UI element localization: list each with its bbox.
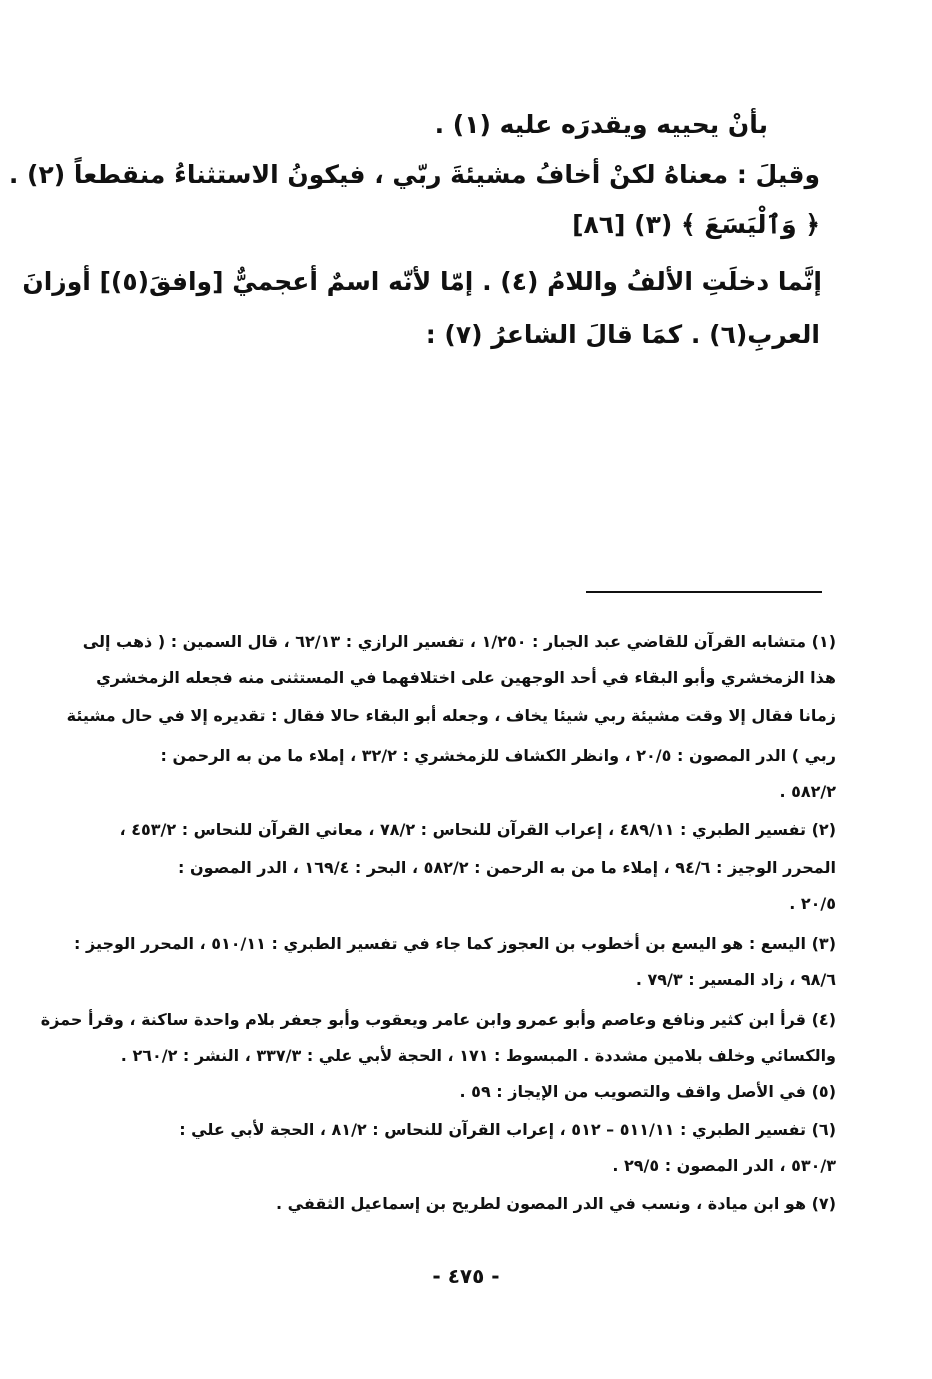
- main-text-line-5: العربِ(٦) . كمَا قالَ الشاعرُ (٧) :: [425, 320, 820, 349]
- footnote-4-line-2: والكسائي وخلف بلامين مشددة . المبسوط : ١٧١ ، الحجة لأبي علي : ٣٣٧/٣ ، النشر : ٢٦٠/٢ .: [120, 1046, 836, 1065]
- page-number: - ٤٧٥ -: [432, 1264, 500, 1288]
- footnote-2-line-2: المحرر الوجيز : ٩٤/٦ ، إملاء ما من به الرحمن : ٥٨٢/٢ ، البحر : ١٦٩/٤ ، الدر المصون :: [178, 858, 836, 877]
- footnote-3-line-1: (٣) اليسع : هو اليسع بن أخطوب بن العجوز كما جاء في تفسير الطبري : ٥١٠/١١ ، المحرر الوجيز :: [74, 934, 836, 953]
- footnote-2-line-1: (٢) تفسير الطبري : ٤٨٩/١١ ، إعراب القرآن للنحاس : ٧٨/٢ ، معاني القرآن للنحاس : ٤٥٣/٢ ،: [119, 820, 836, 839]
- footnote-6-line-1: (٦) تفسير الطبري : ٥١١/١١ – ٥١٢ ، إعراب القرآن للنحاس : ٨١/٢ ، الحجة لأبي علي :: [179, 1120, 836, 1139]
- footnote-2-line-3: ٢٠/٥ .: [789, 894, 836, 913]
- main-text-line-2: وقيلَ : معناهُ لكنْ أخافُ مشيئةَ ربّي ، فيكونُ الاستثناءُ منقطعاً (٢) .: [8, 160, 820, 189]
- footnote-1-line-5: ٥٨٢/٢ .: [779, 782, 836, 801]
- main-text-line-4: إنَّما دخلَتِ الألفُ واللامُ (٤) . إمّا لأنّه اسمٌ أعجميٌّ [وافقَ(٥)] أوزانَ: [22, 267, 822, 296]
- footnote-6-line-2: ٥٣٠/٣ ، الدر المصون : ٢٩/٥ .: [612, 1156, 836, 1175]
- footnote-1-line-2: هذا الزمخشري وأبو البقاء في أحد الوجهين على اختلافهما في المستثنى منه فجعله الزمخشري: [96, 668, 836, 687]
- footnote-1-line-3: زمانا فقال إلا وقت مشيئة ربي شيئا يخاف ، وجعله أبو البقاء حالا فقال : تقديره إلا في حال مشيئة: [66, 706, 836, 725]
- footnote-4-line-1: (٤) قرأ ابن كثير ونافع وعاصم وأبو عمرو وابن عامر ويعقوب وأبو جعفر بلام واحدة ساكنة ، وقرأ حمزة: [40, 1010, 836, 1029]
- footnote-5-line-1: (٥) في الأصل واقف والتصويب من الإيجاز : ٥٩ .: [459, 1082, 836, 1101]
- footnote-separator: [586, 591, 822, 593]
- quran-verse-line: ﴿ وَٱلْيَسَعَ ﴾ (٣) [٨٦]: [572, 210, 820, 239]
- footnote-1-line-4: ربي ) الدر المصون : ٢٠/٥ ، وانظر الكشاف للزمخشري : ٣٢/٢ ، إملاء ما من به الرحمن :: [160, 746, 836, 765]
- main-text-line-1: بأنْ يحييه ويقدرَه عليه (١) .: [434, 110, 768, 139]
- footnote-7-line-1: (٧) هو ابن ميادة ، ونسب في الدر المصون لطريح بن إسماعيل الثقفي .: [276, 1194, 836, 1213]
- footnote-1-line-1: (١) متشابه القرآن للقاضي عبد الجبار : ١/٢٥٠ ، تفسير الرازي : ٦٢/١٣ ، قال السمين : ( ذهب إلى: [82, 632, 836, 651]
- footnote-3-line-2: ٩٨/٦ ، زاد المسير : ٧٩/٣ .: [635, 970, 836, 989]
